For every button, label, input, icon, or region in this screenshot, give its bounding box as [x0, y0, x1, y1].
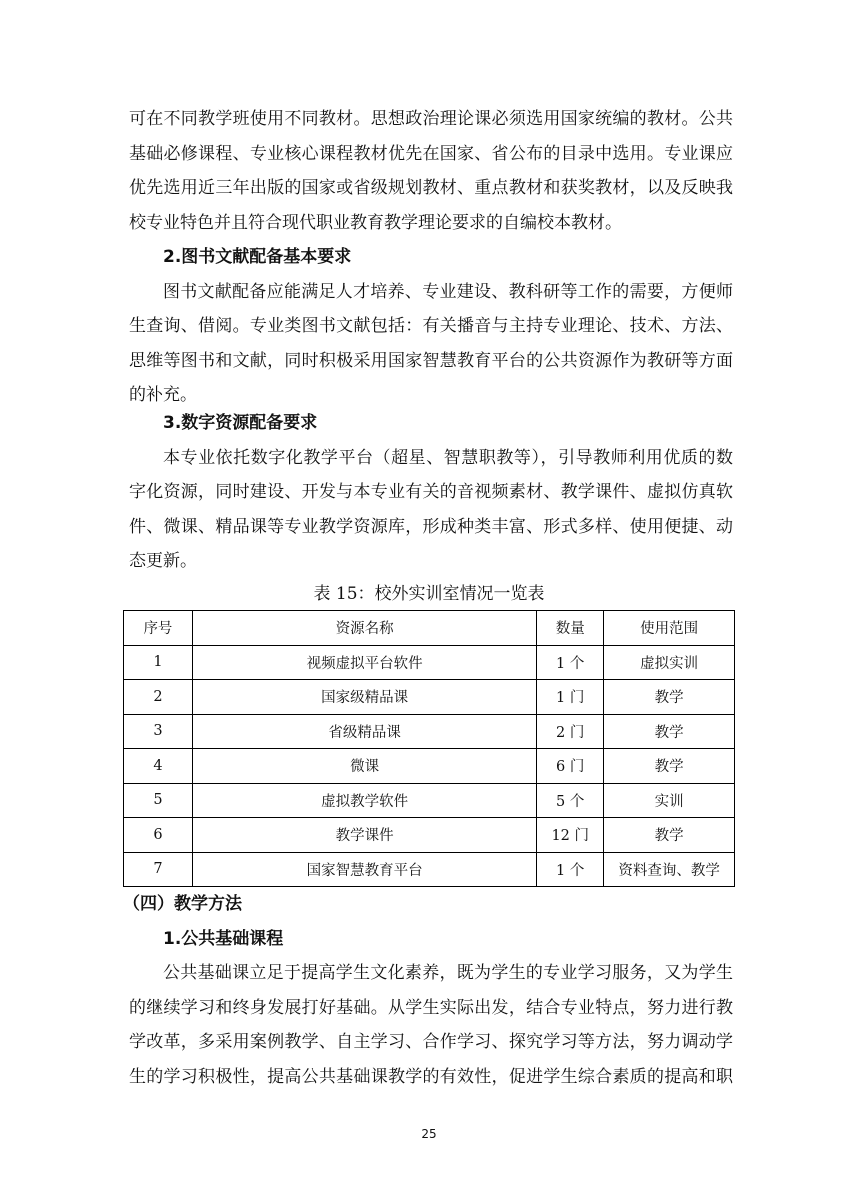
table-cell: 5	[124, 783, 193, 818]
paragraph-line: 学改革，多采用案例教学、自主学习、合作学习、探究学习等方法，努力调动学	[129, 1032, 733, 1052]
column-header-index: 序号	[124, 611, 193, 646]
table-cell: 教学课件	[192, 818, 536, 853]
column-header-quantity: 数量	[537, 611, 604, 646]
table-cell: 资料查询、教学	[604, 852, 735, 887]
table-row	[124, 818, 735, 853]
section-teaching-methods	[123, 887, 733, 1094]
table-cell: 3	[124, 714, 193, 749]
paragraph-line: 思维等图书和文献，同时积极采用国家智慧教育平台的公共资源作为教研等方面	[129, 350, 733, 371]
table-row	[124, 852, 735, 887]
table-cell: 国家级精品课	[192, 680, 536, 715]
table-cell: 1 个	[537, 645, 604, 680]
paragraph-line: 的继续学习和终身发展打好基础。从学生实际出发，结合专业特点，努力进行教	[129, 997, 733, 1018]
paragraph-line: 图书文献配备应能满足人才培养、专业建设、教科研等工作的需要，方便师	[163, 281, 733, 302]
table-cell: 7	[124, 852, 193, 887]
table-cell: 国家智慧教育平台	[192, 852, 536, 887]
paragraph-line: 的补充。	[129, 385, 197, 405]
paragraph-line: 生查询、借阅。专业类图书文献包括：有关播音与主持专业理论、技术、方法、	[129, 316, 733, 336]
column-header-name: 资源名称	[192, 611, 536, 646]
table-cell: 教学	[604, 749, 735, 784]
table-row	[124, 749, 735, 784]
table-cell: 教学	[604, 818, 735, 853]
table-cell: 2 门	[537, 714, 604, 749]
paragraph-line: 件、微课、精品课等专业教学资源库，形成种类丰富、形式多样、使用便捷、动	[129, 516, 733, 537]
table-cell: 5 个	[537, 783, 604, 818]
table-cell: 12 门	[537, 818, 604, 853]
table-cell: 6 门	[537, 749, 604, 784]
paragraph-line: 校专业特色并且符合现代职业教育教学理论要求的自编校本教材。	[129, 212, 622, 233]
table-row	[124, 680, 735, 715]
table-cell: 教学	[604, 680, 735, 715]
section-heading: 3.数字资源配备要求	[163, 413, 318, 433]
table-cell: 1 门	[537, 680, 604, 715]
paragraph-line: 生的学习积极性，提高公共基础课教学的有效性，促进学生综合素质的提高和职	[129, 1066, 733, 1087]
paragraph-line: 基础必修课程、专业核心课程教材优先在国家、省公布的目录中选用。专业课应	[129, 143, 733, 164]
table-cell: 1 个	[537, 852, 604, 887]
resources-table	[123, 610, 735, 887]
table-cell: 4	[124, 749, 193, 784]
intro-paragraph	[129, 102, 733, 240]
table-cell: 虚拟实训	[604, 645, 735, 680]
table-cell: 实训	[604, 783, 735, 818]
table-cell: 虚拟教学软件	[192, 783, 536, 818]
chapter-heading: （四）教学方法	[123, 894, 242, 914]
table-cell: 1	[124, 645, 193, 680]
table-cell: 微课	[192, 749, 536, 784]
column-header-scope: 使用范围	[604, 611, 735, 646]
section-library	[129, 240, 733, 413]
table-caption: 表 15：校外实训室情况一览表	[313, 584, 545, 604]
table-row	[124, 645, 735, 680]
table-row	[124, 783, 735, 818]
table-row	[124, 714, 735, 749]
table-cell: 教学	[604, 714, 735, 749]
table-cell: 视频虚拟平台软件	[192, 645, 536, 680]
paragraph-line: 公共基础课立足于提高学生文化素养，既为学生的专业学习服务，又为学生	[163, 963, 733, 983]
section-heading: 1.公共基础课程	[163, 928, 284, 949]
table-cell: 2	[124, 680, 193, 715]
table-cell: 6	[124, 818, 193, 853]
table-cell: 省级精品课	[192, 714, 536, 749]
page-number: 25	[421, 1127, 437, 1141]
paragraph-line: 本专业依托数字化教学平台（超星、智慧职教等），引导教师利用优质的数	[163, 447, 733, 468]
paragraph-line: 态更新。	[129, 551, 197, 571]
table-header-row	[124, 611, 735, 646]
paragraph-line: 字化资源，同时建设、开发与本专业有关的音视频素材、教学课件、虚拟仿真软	[129, 482, 733, 502]
section-heading: 2.图书文献配备基本要求	[163, 247, 352, 267]
paragraph-line: 优先选用近三年出版的国家或省级规划教材、重点教材和获奖教材，以及反映我	[129, 178, 733, 198]
paragraph-line: 可在不同教学班使用不同教材。思想政治理论课必须选用国家统编的教材。公共	[129, 109, 733, 129]
section-digital-resources	[129, 406, 733, 579]
